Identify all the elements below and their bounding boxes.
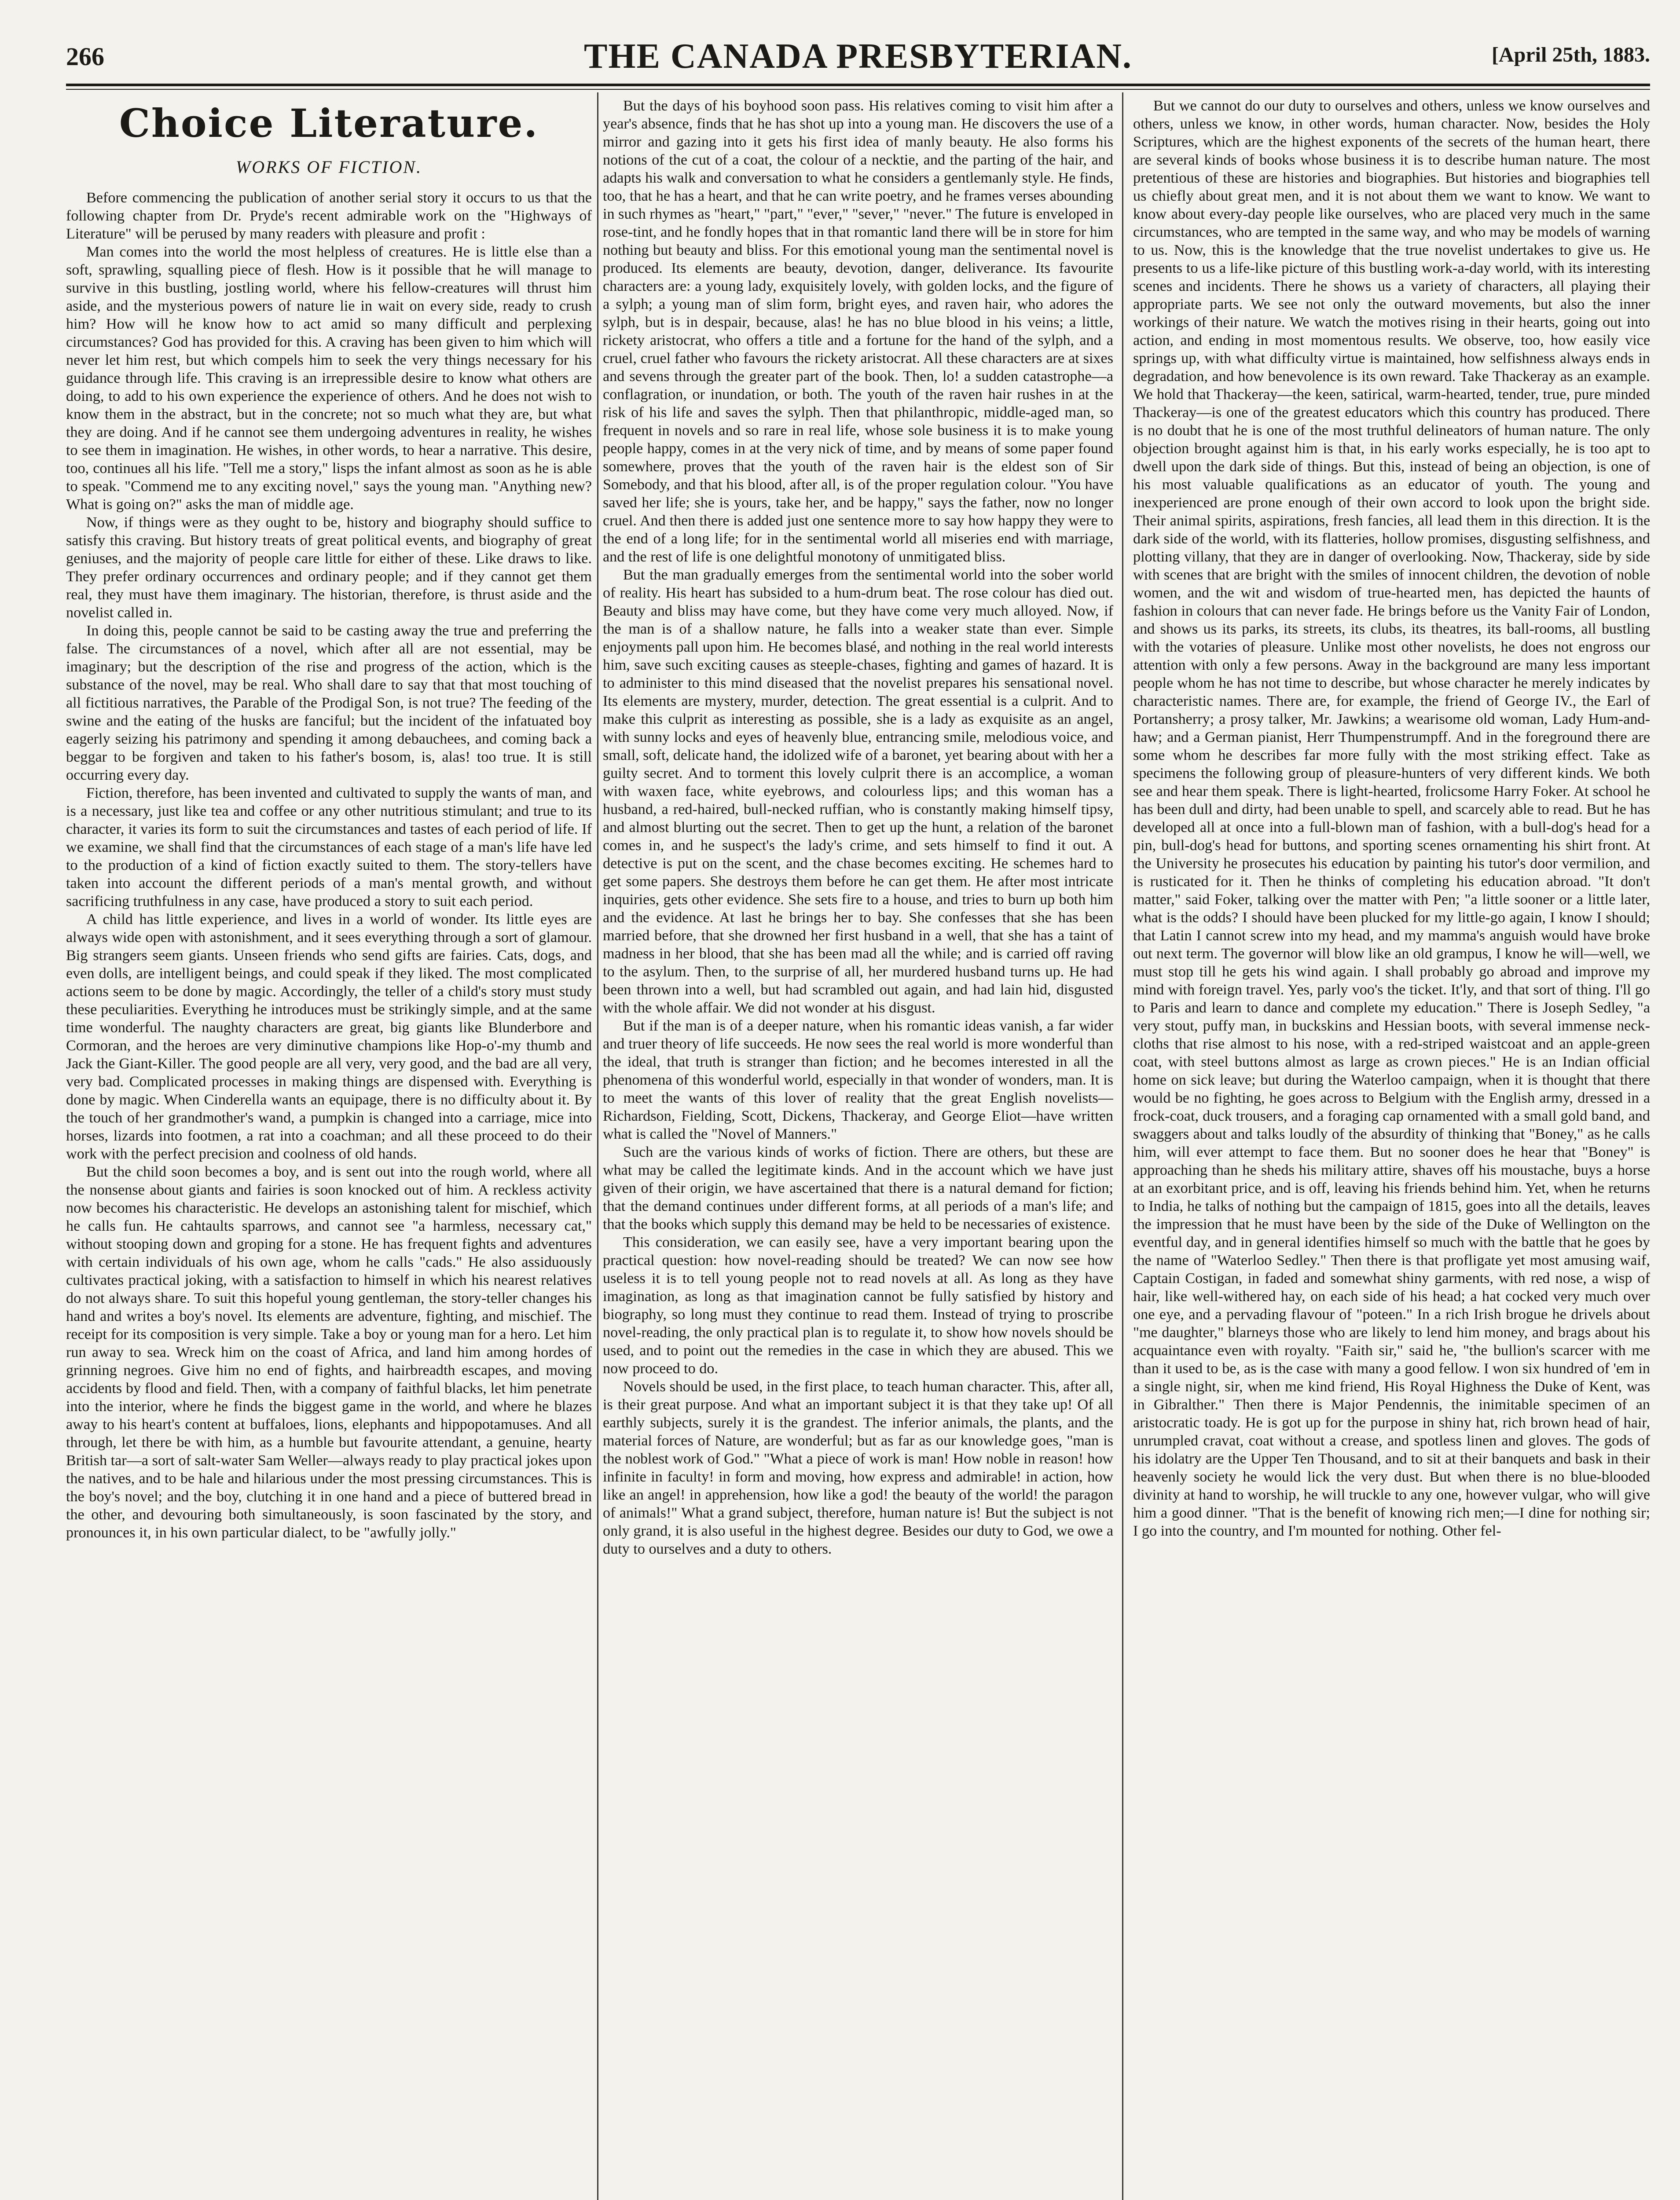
column-1 <box>66 97 592 2200</box>
header-rule-thick <box>66 84 1650 86</box>
article-paragraph: A child has little experience, and lives in a world of wonder. Its little eyes are always wide open with astonishment, and it sees everything through a sort of glamour. Big strangers seem giants. Unseen friends who send gifts are fairies. Cats, dogs, and even dolls, are intelligent beings, and could speak if they liked. The most complicated actions seem to be done by magic. Accordingly, the teller of a child's story must study these peculiarities. Everything he introduces must be strikingly simple, and at the same time wonderful. The naughty characters are great, big giants like Blunderbore and Cormoran, and the heroes are very diminutive champions like Hop-o'-my thumb and Jack the Giant-Killer. The good people are all very, very good, and the bad are all very, very bad. Complicated processes in making things are dispensed with. Everything is done by magic. When Cinderella wants an equipage, there is no difficulty about it. By the touch of her grandmother's wand, a pumpkin is changed into a carriage, mice into horses, lizards into footmen, a rat into a coachman; and all these proceed to do their work with the perfect precision and coolness of old hands. <box>66 911 592 1162</box>
newspaper-title: THE CANADA PRESBYTERIAN. <box>584 37 1132 76</box>
column-2 <box>603 97 1113 2200</box>
header-rule-thin <box>66 89 1650 90</box>
issue-date: [April 25th, 1883. <box>1492 43 1650 66</box>
article-paragraph: In doing this, people cannot be said to be casting away the true and preferring the false. The circumstances of a novel, which after all are not essential, may be imaginary; but the description of the rise and progress of the action, which is the substance of the novel, may be real. Who shall dare to say that that most touching of all fictitious narratives, the Parable of the Prodigal Son, is not true? The feeding of the swine and the eating of the husks are fanciful; but the incident of the infatuated boy eagerly seizing his patrimony and spending it among debauchees, and coming back a beggar to be forgiven and taken to his father's bosom, is, alas! too true. It is still occurring every day. <box>66 623 592 783</box>
page-header <box>66 37 1650 77</box>
article-title: WORKS OF FICTION. <box>235 157 422 177</box>
article-paragraph: But if the man is of a deeper nature, when his romantic ideas vanish, a far wider and truer theory of life succeeds. He now sees the real world is more wonderful than the ideal, that truth is stranger than fiction; and he becomes interested in all the phenomena of this wonderful world, especially in that wonder of wonders, man. It is to meet the wants of this lover of reality that the great English novelists—Richardson, Fielding, Scott, Dickens, Thackeray, and George Eliot—have written what is called the "Novel of Manners." <box>603 1018 1113 1142</box>
column-3 <box>1133 97 1650 2200</box>
article-paragraph: But the child soon becomes a boy, and is sent out into the rough world, where all the nonsense about giants and fairies is soon knocked out of him. A reckless activity now becomes his characteristic. He develops an astonishing talent for mischief, which he calls fun. He cahtaults sparrows, and cannot see "a harmless, necessary cat," without stooping down and groping for a stone. He has frequent fights and adventures with certain individuals of his own age, whom he calls "cads." He also assiduously cultivates practical joking, with a satisfaction to himself in which his nearest relatives do not always share. To suit this hopeful young gentleman, the story-teller changes his hand and writes a boy's novel. Its elements are adventure, fighting, and mischief. The receipt for its composition is very simple. Take a boy or young man for a hero. Let him run away to sea. Wreck him on the coast of Africa, and land him among hordes of grinning negroes. Give him no end of fights, and hairbreadth escapes, and moving accidents by flood and field. Then, with a company of faithful blacks, let him penetrate into the interior, where he finds the biggest game in the world, and where he blazes away to his heart's content at buffaloes, lions, elephants and hippopotamuses. And all through, let there be with him, as a humble but favourite attendant, a genuine, hearty British tar—a sort of salt-water Sam Weller—always ready to play practical jokes upon the natives, and to be hale and hilarious under the most pressing circumstances. This is the boy's novel; and the boy, clutching it in one hand and a piece of buttered bread in the other, and devouring both simultaneously, is soon fascinated by the story, and pronounces it, in his own particular dialect, to be "awfully jolly." <box>66 1164 592 1541</box>
article-paragraph: Now, if things were as they ought to be, history and biography should suffice to satisfy this craving. But history treats of great political events, and biography of great geniuses, and the majority of people care little for either of these. Like draws to like. They prefer ordinary occurrences and ordinary people; and if they cannot get them real, they must have them imaginary. The historian, therefore, is thrust aside and the novelist called in. <box>66 514 592 621</box>
column-divider <box>597 92 598 2200</box>
article-paragraph: But the days of his boyhood soon pass. His relatives coming to visit him after a year's absence, finds that he has shot up into a young man. He discovers the use of a mirror and gazing into it gets his first idea of manly beauty. He also forms his notions of the cut of a coat, the colour of a necktie, and the parting of the hair, and adapts his walk and conversation to what he considers a gentlemanly style. He finds, too, that he has a heart, and that he can write poetry, and he frames verses abounding in such rhymes as "heart," "part," "ever," "sever," "never." The future is enveloped in rose-tint, and he fondly hopes that in that romantic land there will be in store for him nothing but beauty and bliss. For this emotional young man the sentimental novel is produced. Its elements are beauty, devotion, danger, deliverance. Its favourite characters are: a young lady, exquisitely lovely, with golden locks, and the figure of a sylph; a young man of slim form, bright eyes, and raven hair, who adores the sylph, but is in despair, because, alas! he has no blue blood in his veins; a little, rickety aristocrat, who offers a title and a fortune for the hand of the sylph, and a cruel, cruel father who favours the rickety aristocrat. All these characters are at sixes and sevens through the greater part of the book. Then, lo! a sudden catastrophe—a conflagration, or inundation, or both. The youth of the raven hair rushes in at the risk of his life and saves the sylph. Then that philanthropic, middle-aged man, so frequent in novels and so rare in real life, whose sole business it is to make young people happy, comes in at the very nick of time, and by means of some paper found somewhere, proves that the youth of the raven hair is the eldest son of Sir Somebody, and that his blood, after all, is of the proper regulation colour. "You have saved her life; she is yours, take her, and be happy," says the father, now no longer cruel. And then there is added just one sentence more to say how happy they were to the end of a long life; for in the sentimental world all miseries end with marriage, and the rest of life is one delightful monotony of unmitigated bliss. <box>603 98 1113 565</box>
article-paragraph: Such are the various kinds of works of fiction. There are others, but these are what may be called the legitimate kinds. And in the account which we have just given of their origin, we have ascertained that there is a natural demand for fiction; that the demand continues under different forms, at all periods of a man's life; and that the books which supply this demand may be held to be necessaries of existence. <box>603 1144 1113 1232</box>
article-paragraph: Novels should be used, in the first place, to teach human character. This, after all, is their great purpose. And what an important subject it is that they take up! Of all earthly subjects, surely it is the grandest. The inferior animals, the plants, and the material forces of Nature, are wonderful; but as far as our knowledge goes, "man is the noblest work of God." "What a piece of work is man! How noble in reason! how infinite in faculty! in form and moving, how express and admirable! in action, how like an angel! in apprehension, how like a god! the beauty of the world! the paragon of animals!" What a grand subject, therefore, human nature is! But the subject is not only grand, it is also useful in the highest degree. Besides our duty to God, we owe a duty to ourselves and a duty to others. <box>603 1379 1113 1557</box>
article-paragraph: Fiction, therefore, has been invented and cultivated to supply the wants of man, and is a necessary, just like tea and coffee or any other nutritious stimulant; and true to its character, it varies its form to suit the circumstances and tastes of each period of life. If we examine, we shall find that the circumstances of each stage of a man's life have led to the production of a kind of fiction exactly suited to them. The story-tellers have taken into account the different periods of a man's mental growth, and without sacrificing truthfulness in any case, have produced a story to suit each period. <box>66 785 592 909</box>
section-heading: Choice Literature. <box>119 100 539 146</box>
column-divider <box>1122 92 1123 2200</box>
page-number: 266 <box>66 42 104 71</box>
article-paragraph: But the man gradually emerges from the sentimental world into the sober world of reality. His heart has subsided to a hum-drum beat. The rose colour has died out. Beauty and bliss may have come, but they have come very much alloyed. Now, if the man is of a shallow nature, he falls into a weaker state than ever. Simple enjoyments pall upon him. He becomes blasé, and nothing in the real world interests him, save such exciting causes as steeple-chases, fighting and games of hazard. It is to administer to this mind diseased that the novelist prepares his sensational novel. Its elements are mystery, murder, detection. The great essential is a culprit. And to make this culprit as interesting as possible, she is a lady as exquisite as an angel, with sunny locks and eyes of heavenly blue, entrancing smile, melodious voice, and small, soft, delicate hand, the idolized wife of a baronet, yet bearing about with her a guilty secret. And to torment this lovely culprit there is an accomplice, a woman with waxen face, white eyebrows, and colourless lips; and this woman has a husband, a red-haired, bull-necked ruffian, who is constantly making himself tipsy, and almost blurting out the secret. Then to get up the hunt, a relation of the baronet comes in, and he suspect's the lady's crime, and sets himself to find it out. A detective is put on the scent, and the chase becomes exciting. He schemes hard to get some papers. She destroys them before he can get them. He after most intricate inquiries, gets other evidence. She sets fire to a house, and tries to burn up both him and the evidence. At last he brings her to bay. She confesses that she has been married before, that she drowned her first husband in a well, that she has a taint of madness in her blood, that she has been mad all the while; and is carried off raving to the asylum. Then, to the surprise of all, her murdered husband turns up. He had been thrown into a well, but had scrambled out again, and had lain hid, disgusted with the whole affair. We did not wonder at his disgust. <box>603 567 1113 1016</box>
article-paragraph: But we cannot do our duty to ourselves and others, unless we know ourselves and others, unless we know, in other words, human character. Now, besides the Holy Scriptures, which are the highest exponents of the secrets of the human heart, there are several kinds of books whose business it is to describe human nature. The most pretentious of these are histories and biographies. But histories and biographies tell us chiefly about great men, and it is not about them we want to know. We want to know about every-day people like ourselves, who are placed very much in the same circumstances, who are tempted in the same way, and who may be models of warning to us. Now, this is the knowledge that the true novelist undertakes to give us. He presents to us a life-like picture of this bustling work-a-day world, with its interesting scenes and incidents. There he shows us a variety of characters, all playing their appropriate parts. We see not only the outward movements, but also the inner workings of their nature. We watch the motives rising in their hearts, going out into action, and ending in most momentous results. We observe, too, how easily vice springs up, with what difficulty virtue is maintained, how selfishness always ends in degradation, and how benevolence is its own reward. Take Thackeray as an example. We hold that Thackeray—the keen, satirical, warm-hearted, tender, true, pure minded Thackeray—is one of the greatest educators which this country has produced. There is no doubt that he is one of the most truthful delineators of human nature. The only objection brought against him is that, in his early works especially, he is too apt to dwell upon the dark side of things. But this, instead of being an objection, is one of his most valuable qualifications as an educator of youth. The young and inexperienced are prone enough of their own accord to look upon the bright side. Their animal spirits, aspirations, fresh fancies, all lead them in this direction. It is the dark side of the world, with its flatteries, hollow promises, disgusting selfishness, and plotting villany, that they are in danger of overlooking. Now, Thackeray, side by side with scenes that are bright with the smiles of innocent children, the devotion of noble women, and the wit and wisdom of true-hearted men, has depicted the haunts of fashion in colours that can never fade. He brings before us the Vanity Fair of London, and shows us its parks, its streets, its clubs, its theatres, its ball-rooms, all bustling with the votaries of pleasure. Unlike most other novelists, he does not engross our attention with only a few persons. Away in the background are many less important people whom he has not time to describe, but whose character he merely indicates by characteristic names. There are, for example, the friend of George IV., the Earl of Portansherry; a prosy talker, Mr. Jawkins; a wearisome old woman, Lady Hum-and-haw; and a German pianist, Herr Thumpenstrumpff. And in the foreground there are some whom he describes far more fully with the most striking effect. Take as specimens the following group of pleasure-hunters of very different kinds. We both see and hear them speak. There is light-hearted, frolicsome Harry Foker. At school he has been dull and dirty, had been unable to spell, and scarcely able to read. But he has developed all at once into a full-blown man of fashion, with a bull-dog's head for a pin, bull-dog's head for buttons, and sporting scenes ornamenting his shirt front. At the University he prosecutes his education by painting his tutor's door vermilion, and is rusticated for it. Then he thinks of completing his education abroad. "It don't matter," said Foker, talking over the matter with Pen; "a little sooner or a little later, what is the odds? I should have been plucked for my little-go again, I know I should; that Latin I cannot screw into my head, and my mamma's anguish would have broke out next term. The governor will blow like an old grampus, I know he will—well, we must stop till he gets his wind again. I shall probably go abroad and improve my mind with foreign travel. Yes, parly voo's the ticket. It'ly, and that sort of thing. I'll go to Paris and learn to dance and complete my education." There is Joseph Sedley, "a very stout, puffy man, in buckskins and Hessian boots, with several immense neck-cloths that rise almost to his nose, with a red-striped waistcoat and an apple-green coat, with steel buttons almost as large as crown pieces." He is an Indian official home on sick leave; but during the Waterloo campaign, when it is thought that there would be no fighting, he goes across to Belgium with the English army, dressed in a frock-coat, duck trousers, and a foraging cap ornamented with a small gold band, and swaggers about and talks loudly of the absurdity of thinking that "Boney," as he calls him, will ever attempt to face them. But no sooner does he hear that "Boney" is approaching than he sheds his military attire, shaves off his moustache, buys a horse at an exorbitant price, and is off, leaving his friends behind him. Yet, when he returns to India, he talks of nothing but the campaign of 1815, goes into all the details, leaves the impression that he must have been by the side of the Duke of Wellington on the eventful day, and in general identifies himself so much with the battle that he goes by the name of "Waterloo Sedley." Then there is that profligate yet most amusing waif, Captain Costigan, in faded and somewhat shiny garments, with red nose, a wisp of hair, like well-withered hay, on each side of his head; a hat cocked very much over one eye, and a pervading flavour of "poteen." In a rich Irish brogue he drivels about "me daughter," blarneys those who are likely to lend him money, and brags about his acquaintance even with royalty. "Faith sir," said he, "the bullion's scarcer with me than it used to be, as is the case with many a good fellow. I won six hundred of 'em in a single night, sir, when me kind friend, His Royal Highness the Duke of Kent, was in Gibralther." Then there is Major Pendennis, the inimitable specimen of an aristocratic toady. He is got up for the purpose in shiny hat, rich brown head of hair, unrumpled cravat, coat without a crease, and spotless linen and gloves. The gods of his idolatry are the Upper Ten Thousand, and to sit at their banquets and bask in their heavenly society he would lick the very dust. But when there is no blue-blooded divinity at hand to worship, he will truckle to any one, however vulgar, who will give him a good dinner. "That is the benefit of knowing rich men;—I dine for nothing sir; I go into the country, and I'm mounted for nothing. Other fel- <box>1133 98 1650 1539</box>
article-paragraph: Before commencing the publication of another serial story it occurs to us that the following chapter from Dr. Pryde's recent admirable work on the "Highways of Literature" will be perused by many readers with pleasure and profit : <box>66 190 592 242</box>
article-paragraph: This consideration, we can easily see, have a very important bearing upon the practical question: how novel-reading should be treated? We can now see how useless it is to tell young people not to read novels at all. As long as they have imagination, as long as that imagination cannot be fully satisfied by history and biography, so long must they continue to read them. Instead of trying to proscribe novel-reading, the only practical plan is to regulate it, to show how novels should be used, and to point out the remedies in the case in which they are abused. This we now proceed to do. <box>603 1234 1113 1377</box>
article-paragraph: Man comes into the world the most helpless of creatures. He is little else than a soft, sprawling, squalling piece of flesh. How is it possible that he will manage to survive in this bustling, jostling world, where his fellow-creatures will thrust him aside, and the mysterious powers of nature lie in wait on every side, ready to crush him? How will he know how to act amid so many difficult and perplexing circumstances? God has provided for this. A craving has been given to him which will never let him rest, but which compels him to seek the very things necessary for his guidance through life. This craving is an irrepressible desire to know what others are doing, to add to his own experience the experience of others. And he does not wish to know them in the abstract, but in the concrete; not so much what they are, but what they are doing. And if he cannot see them undergoing adventures in reality, he wishes to see them in imagination. He wishes, in other words, to hear a narrative. This desire, too, continues all his life. "Tell me a story," lisps the infant almost as soon as he is able to speak. "Commend me to any exciting novel," says the young man. "Anything new? What is going on?" asks the man of middle age. <box>66 244 592 513</box>
